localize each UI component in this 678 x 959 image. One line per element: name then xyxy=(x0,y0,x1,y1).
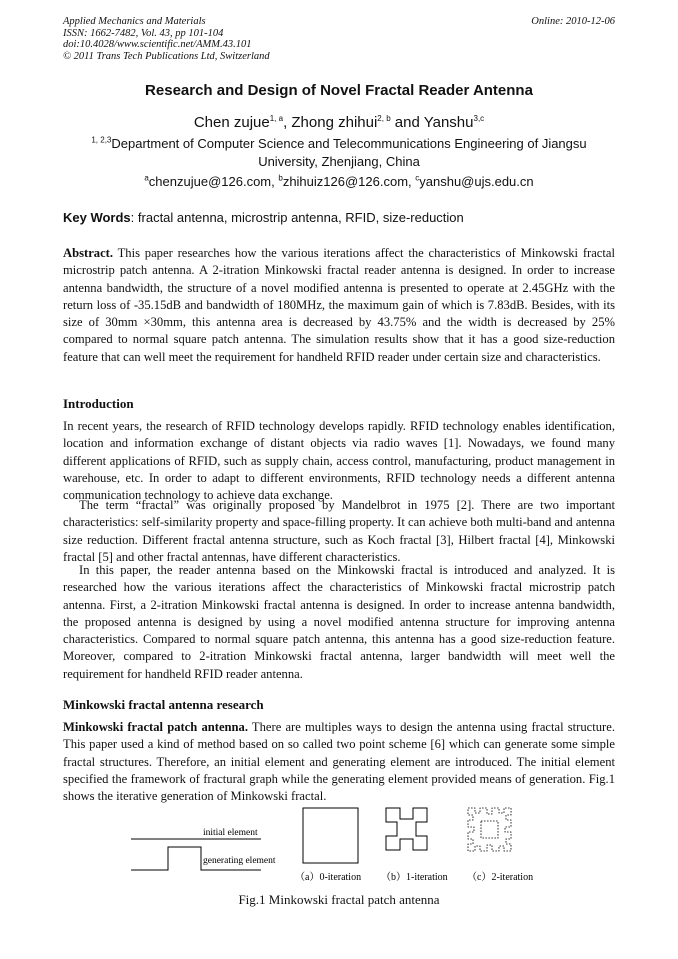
subfig-b-label: （b）1-iteration xyxy=(381,872,448,883)
email-a-sup: a xyxy=(144,173,149,183)
iteration-1-shape xyxy=(386,808,427,850)
section-heading-introduction: Introduction xyxy=(63,396,134,411)
keywords xyxy=(63,210,464,225)
author-2: , Zhong zhihui xyxy=(283,114,378,131)
copyright-line: © 2011 Trans Tech Publications Ltd, Switzerland xyxy=(63,50,270,62)
figure-caption: Fig.1 Minkowski fractal patch antenna xyxy=(238,892,440,907)
journal-name: Applied Mechanics and Materials xyxy=(63,16,206,27)
section-heading-minkowski: Minkowski fractal antenna research xyxy=(63,697,264,712)
email-c: yanshu@ujs.edu.cn xyxy=(419,174,534,189)
author-3: and Yanshu xyxy=(390,114,474,131)
affiliation-text: Department of Computer Science and Telecommunications Engineering of Jiangsu University, Zhenjiang, China xyxy=(111,136,587,169)
intro-paragraph-3: In this paper, the reader antenna based on the Minkowski fractal is introduced and analyzed. It is researched how the various iterations affect the characteristics of Minkowski fractal microstrip patch antenna. First, a 2-itration Minkowski fractal antenna is designed. In order to increase antenna bandwidth, the proposed antenna is designed by using a novel modified antenna structure for improving antenna characteristics. Compared to normal square patch antenna, this antenna has a good size-reduction feature. Moreover, compared to 2-itration Minkowski fractal antenna, larger bandwidth will meet well the requirement for handheld RFID reader antenna. xyxy=(63,563,615,681)
online-date: Online: 2010-12-06 xyxy=(531,16,615,27)
abstract-text: This paper researches how the various iterations affect the characteristics of Minkowski fractal microstrip patch antenna. A 2-itration Minkowski fractal reader antenna is designed. In order to increase antenna bandwidth, the structure of a novel modified antenna is presented to operate at 2.45GHz with the return loss of -35.15dB and bandwidth of 180MHz, the maximum gain of which is 7.83dB. Besides, with its size of 30mm ×30mm, this antenna area is decreased by 43.75% and the width is decreased by 25% compared to normal square patch antenna. The simulation results show that it has a good size-reduction feature that can well meet the requirement for handheld RFID reader under certain size and characteristics. xyxy=(63,246,615,364)
email-b-sup: b xyxy=(278,173,283,183)
email-c-sup: c xyxy=(415,173,420,183)
intro-paragraph-1: In recent years, the research of RFID technology develops rapidly. RFID technology enables identification, location and information exchange of distant objects via radio waves [1]. Nowadays, we found many different applications of RFID, such as supply chain, access control, manufacturing, product management in warehouse, etc. In order to adapt to different environments, RFID technology needs a different antenna communication technology to achieve data exchange. xyxy=(63,419,615,503)
author-2-sup: 2, b xyxy=(377,114,391,123)
abstract xyxy=(63,245,615,366)
minkowski-paragraph xyxy=(63,719,615,805)
minkowski-text: There are multiples ways to design the antenna using fractal structure. This paper used a kind of method based on so called two point scheme [6] which can generate some simple fractal structures. Therefore, an initial element and generating element are introduced. The initial element specified the framework of fractural graph while the generating element provided means of generation. Fig.1 shows the iterative generation of Minkowski fractal. xyxy=(63,720,615,804)
author-3-sup: 3,c xyxy=(473,114,485,123)
paper-title: Research and Design of Novel Fractal Reader Antenna xyxy=(145,82,533,99)
minkowski-runin-heading: Minkowski fractal patch antenna. xyxy=(63,720,248,734)
initial-element-label: initial element xyxy=(203,828,258,838)
issn-line: ISSN: 1662-7482, Vol. 43, pp 101-104 xyxy=(63,27,224,39)
email-line xyxy=(63,174,615,189)
iteration-2-shape xyxy=(468,808,511,851)
journal-header xyxy=(63,16,270,62)
email-b: zhihuiz126@126.com, xyxy=(282,174,416,189)
iteration-0-square xyxy=(303,808,358,863)
subfig-c-label: （c）2-iteration xyxy=(467,872,534,883)
affiliation xyxy=(63,135,615,171)
email-a: chenzujue@126.com, xyxy=(148,174,279,189)
author-1-sup: 1, a xyxy=(269,114,284,123)
subfig-a-label: （a）0-iteration xyxy=(295,872,362,883)
intro-paragraph-2: The term “fractal” was originally proposed by Mandelbrot in 1975 [2]. There are two important characteristics: self-similarity property and space-filling property. It can achieve both multi-band and antenna size reduction. Different fractal antenna structure, such as Koch fractal [3], Hilbert fractal [4], Minkowski fractal [5] and other fractal antennas, have different characteristics. xyxy=(63,498,615,564)
keywords-text: : fractal antenna, microstrip antenna, RFID, size-reduction xyxy=(130,210,464,225)
author-1: Chen zujue xyxy=(193,114,270,131)
author-line xyxy=(63,114,615,131)
generating-element-label: generating element xyxy=(203,856,276,866)
figure-1 xyxy=(63,800,615,900)
affiliation-sup: 1, 2,3 xyxy=(91,135,112,145)
abstract-label: Abstract. xyxy=(63,246,114,260)
keywords-label: Key Words xyxy=(63,210,131,225)
doi-line: doi:10.4028/www.scientific.net/AMM.43.101 xyxy=(63,39,252,50)
